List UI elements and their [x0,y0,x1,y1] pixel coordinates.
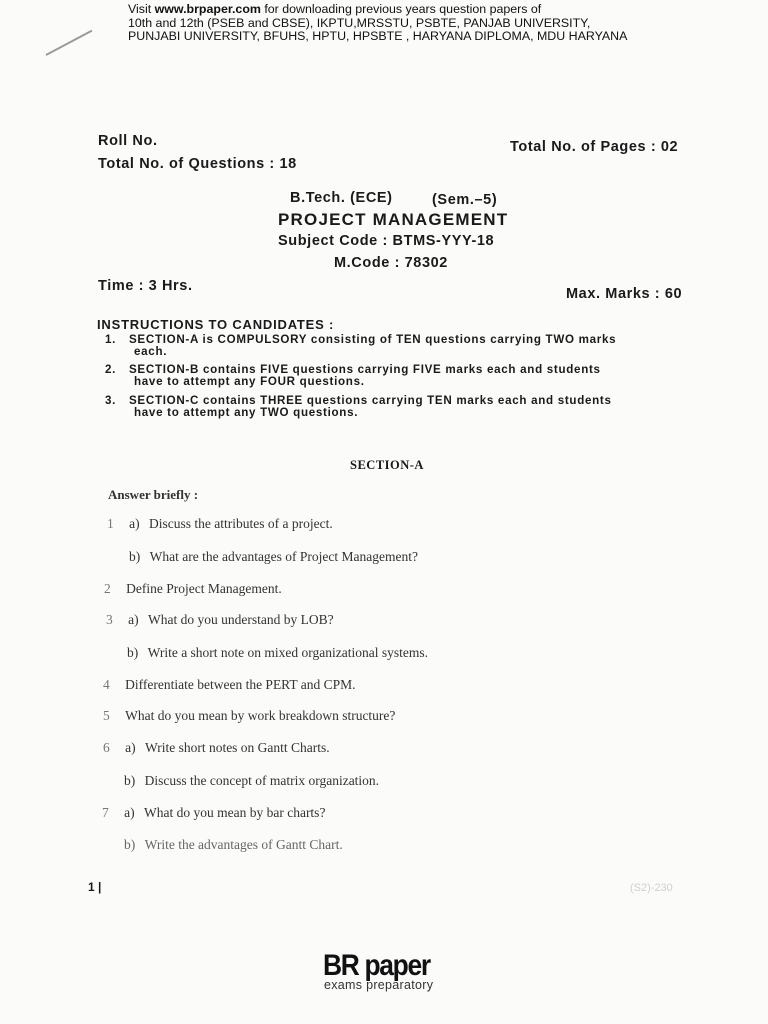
page-number: 1 | [88,880,102,894]
course: B.Tech. (ECE) [290,190,393,206]
question-6a: 6 a) Write short notes on Gantt Charts. [103,740,330,755]
question-2: 2 Define Project Management. [104,581,282,596]
instruction-item-2: 2. SECTION-B contains FIVE questions carrying FIVE marks each and students have to attempt any FOUR questions. [105,363,601,388]
pen-mark [46,30,93,56]
instructions-heading: INSTRUCTIONS TO CANDIDATES : [97,317,335,332]
question-7a: 7 a) What do you mean by bar charts? [102,805,326,820]
max-marks: Max. Marks : 60 [566,286,683,302]
time: Time : 3 Hrs. [98,278,193,294]
banner [128,3,627,44]
section-a-title: SECTION-A [350,458,424,472]
instruction-item-3: 3. SECTION-C contains THREE questions carrying TEN marks each and students have to attempt any TWO questions. [105,394,612,419]
semester: (Sem.–5) [432,192,498,208]
section-a-subtitle: Answer briefly : [108,487,199,502]
question-3b: b) Write a short note on mixed organizational systems. [127,645,429,660]
banner-line-1: Visit www.brpaper.com for downloading previous years question papers of [128,2,542,16]
question-5: 5 What do you mean by work breakdown structure? [103,708,396,723]
question-1a: 1 a) Discuss the attributes of a project. [107,516,333,531]
question-4: 4 Differentiate between the PERT and CPM. [103,677,356,692]
banner-line-2: 10th and 12th (PSEB and CBSE), IKPTU,MRSSTU, PSBTE, PANJAB UNIVERSITY, [128,15,591,30]
question-6b: b) Discuss the concept of matrix organization. [124,773,380,788]
paper-code: (S2)-230 [630,882,673,894]
logo-tagline: exams preparatory [324,978,434,992]
question-3a: 3 a) What do you understand by LOB? [106,612,334,627]
question-7b: b) Write the advantages of Gantt Chart. [124,837,343,852]
subject-title: PROJECT MANAGEMENT [278,210,509,229]
instruction-item-1: 1. SECTION-A is COMPULSORY consisting of TEN questions carrying TWO marks each. [105,333,617,358]
site-link[interactable]: www.brpaper.com [154,2,261,16]
m-code: M.Code : 78302 [334,255,448,271]
question-1b: b) What are the advantages of Project Management? [129,549,419,564]
total-questions: Total No. of Questions : 18 [98,156,297,172]
total-pages: Total No. of Pages : 02 [510,139,679,155]
brpaper-logo: BR paper [323,949,430,982]
subject-code: Subject Code : BTMS-YYY-18 [278,233,495,249]
banner-line-3: PUNJABI UNIVERSITY, BFUHS, HPTU, HPSBTE , HARYANA DIPLOMA, MDU HARYANA [128,29,628,43]
roll-no: Roll No. [98,133,158,149]
